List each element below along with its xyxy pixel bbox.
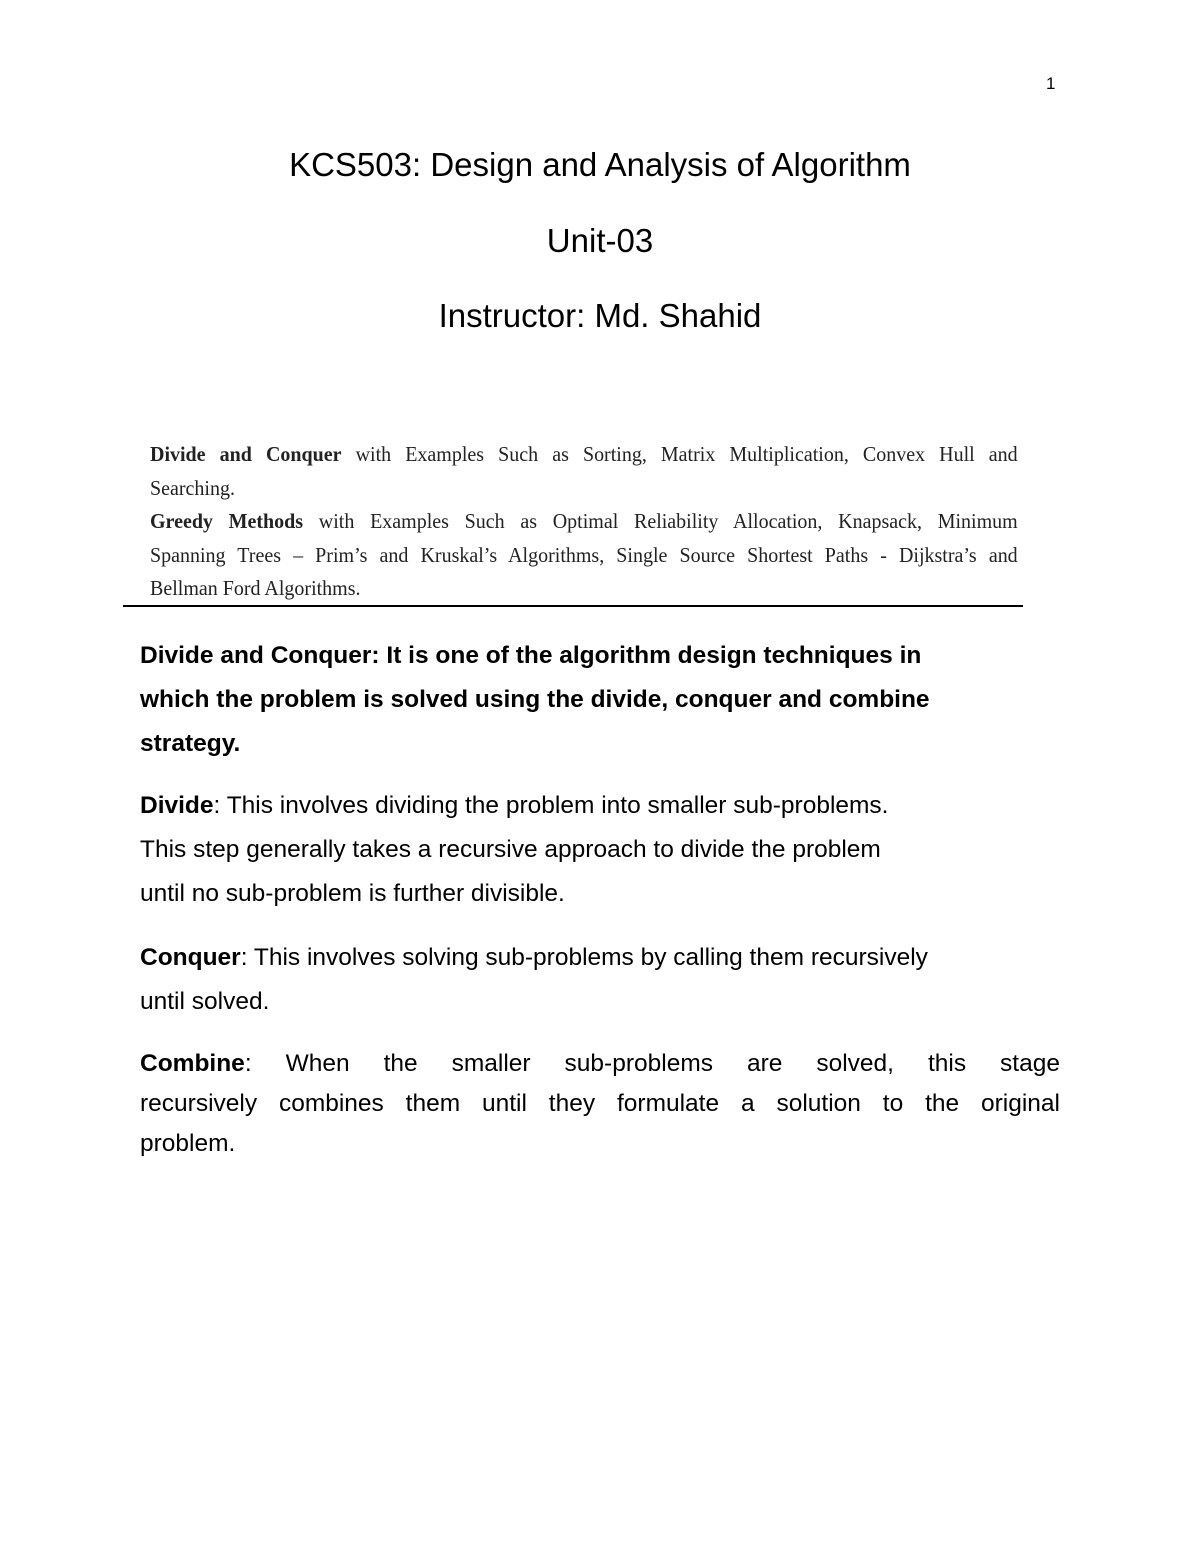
paragraph-conquer bbox=[140, 936, 1060, 1024]
syllabus-line bbox=[150, 438, 1018, 472]
syllabus-excerpt bbox=[150, 438, 1018, 606]
text: This step generally takes a recursive approach to divide the problem bbox=[140, 836, 881, 863]
instructor-title: Instructor: Md. Shahid bbox=[438, 297, 762, 334]
course-title: KCS503: Design and Analysis of Algorithm bbox=[289, 146, 911, 183]
term: Combine bbox=[140, 1050, 245, 1077]
page-number: 1 bbox=[1046, 74, 1056, 93]
paragraph-combine bbox=[140, 1044, 1060, 1164]
text: until solved. bbox=[140, 988, 270, 1015]
paragraph-divide bbox=[140, 784, 1060, 916]
unit-title: Unit-03 bbox=[546, 222, 654, 259]
text: recursively combines them until they formulate a solution to the original bbox=[140, 1090, 1060, 1117]
paragraph-divide-and-conquer bbox=[140, 634, 1060, 766]
syllabus-line bbox=[150, 505, 1018, 539]
text: It is one of the algorithm design techniques in bbox=[379, 642, 922, 669]
text: : This involves dividing the problem into smaller sub-problems. bbox=[213, 792, 889, 819]
syllabus-topic-greedy: Greedy Methods bbox=[150, 509, 304, 533]
term: Divide and Conquer: bbox=[140, 642, 380, 669]
text: : This involves solving sub-problems by calling them recursively bbox=[240, 944, 928, 971]
text: problem. bbox=[140, 1130, 236, 1157]
term: Divide bbox=[140, 792, 214, 819]
syllabus-line: Searching. bbox=[150, 475, 235, 500]
text: which the problem is solved using the divide, conquer and combine bbox=[140, 686, 930, 713]
syllabus-line: Bellman Ford Algorithms. bbox=[150, 576, 361, 600]
text: until no sub-problem is further divisible. bbox=[140, 880, 565, 907]
syllabus-topic-divide-conquer: Divide and Conquer bbox=[150, 442, 342, 466]
text: strategy. bbox=[140, 730, 241, 757]
syllabus-line: Spanning Trees – Prim’s and Kruskal’s Algorithms, Single Source Shortest Paths - Dijkstra’s and bbox=[150, 542, 1018, 567]
divider bbox=[123, 605, 1023, 607]
text: : When the smaller sub-problems are solved, this stage bbox=[244, 1050, 1060, 1077]
syllabus-text: with Examples Such as Optimal Reliability Allocation, Knapsack, Minimum bbox=[303, 509, 1018, 533]
syllabus-text: with Examples Such as Sorting, Matrix Multiplication, Convex Hull and bbox=[341, 442, 1018, 466]
term: Conquer bbox=[140, 944, 241, 971]
